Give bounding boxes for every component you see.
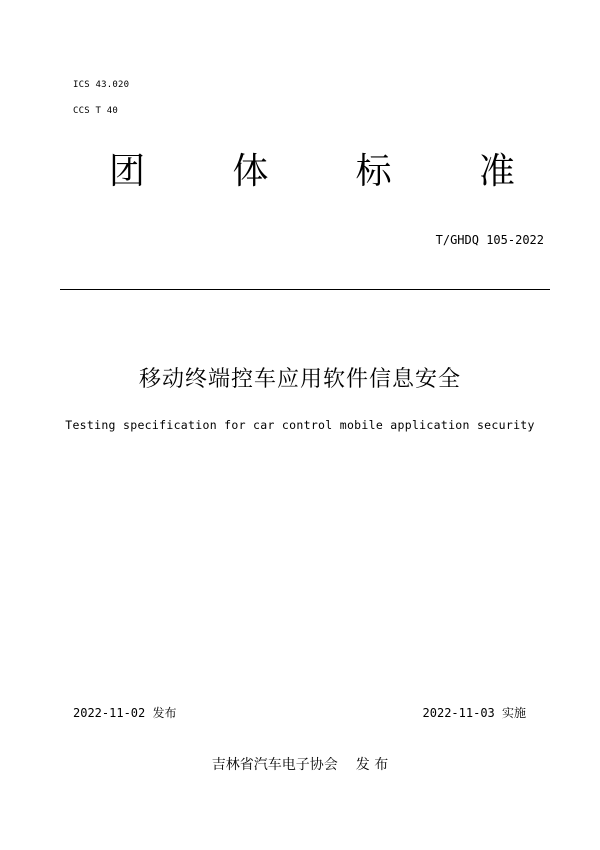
standard-type-char: 体 [232,151,269,192]
standard-type-char: 团 [108,151,145,192]
publisher-line [0,754,600,774]
issue-date: 2022-11-02 发布 [73,706,177,720]
header-divider [60,289,550,290]
publisher-name: 吉林省汽车电子协会 [211,757,338,773]
publish-label: 发 布 [355,757,389,773]
standard-type-title [92,148,532,196]
standard-type-char: 标 [355,151,392,192]
implementation-date: 2022-11-03 实施 [422,706,526,720]
document-title-english: Testing specification for car control mobile application security [65,418,535,432]
document-title-chinese: 移动终端控车应用软件信息安全 [138,367,461,392]
ics-code: ICS 43.020 [73,80,130,90]
standard-type-char: 准 [478,151,515,192]
standard-number: T/GHDQ 105-2022 [435,233,544,247]
ccs-code: CCS T 40 [73,106,118,116]
